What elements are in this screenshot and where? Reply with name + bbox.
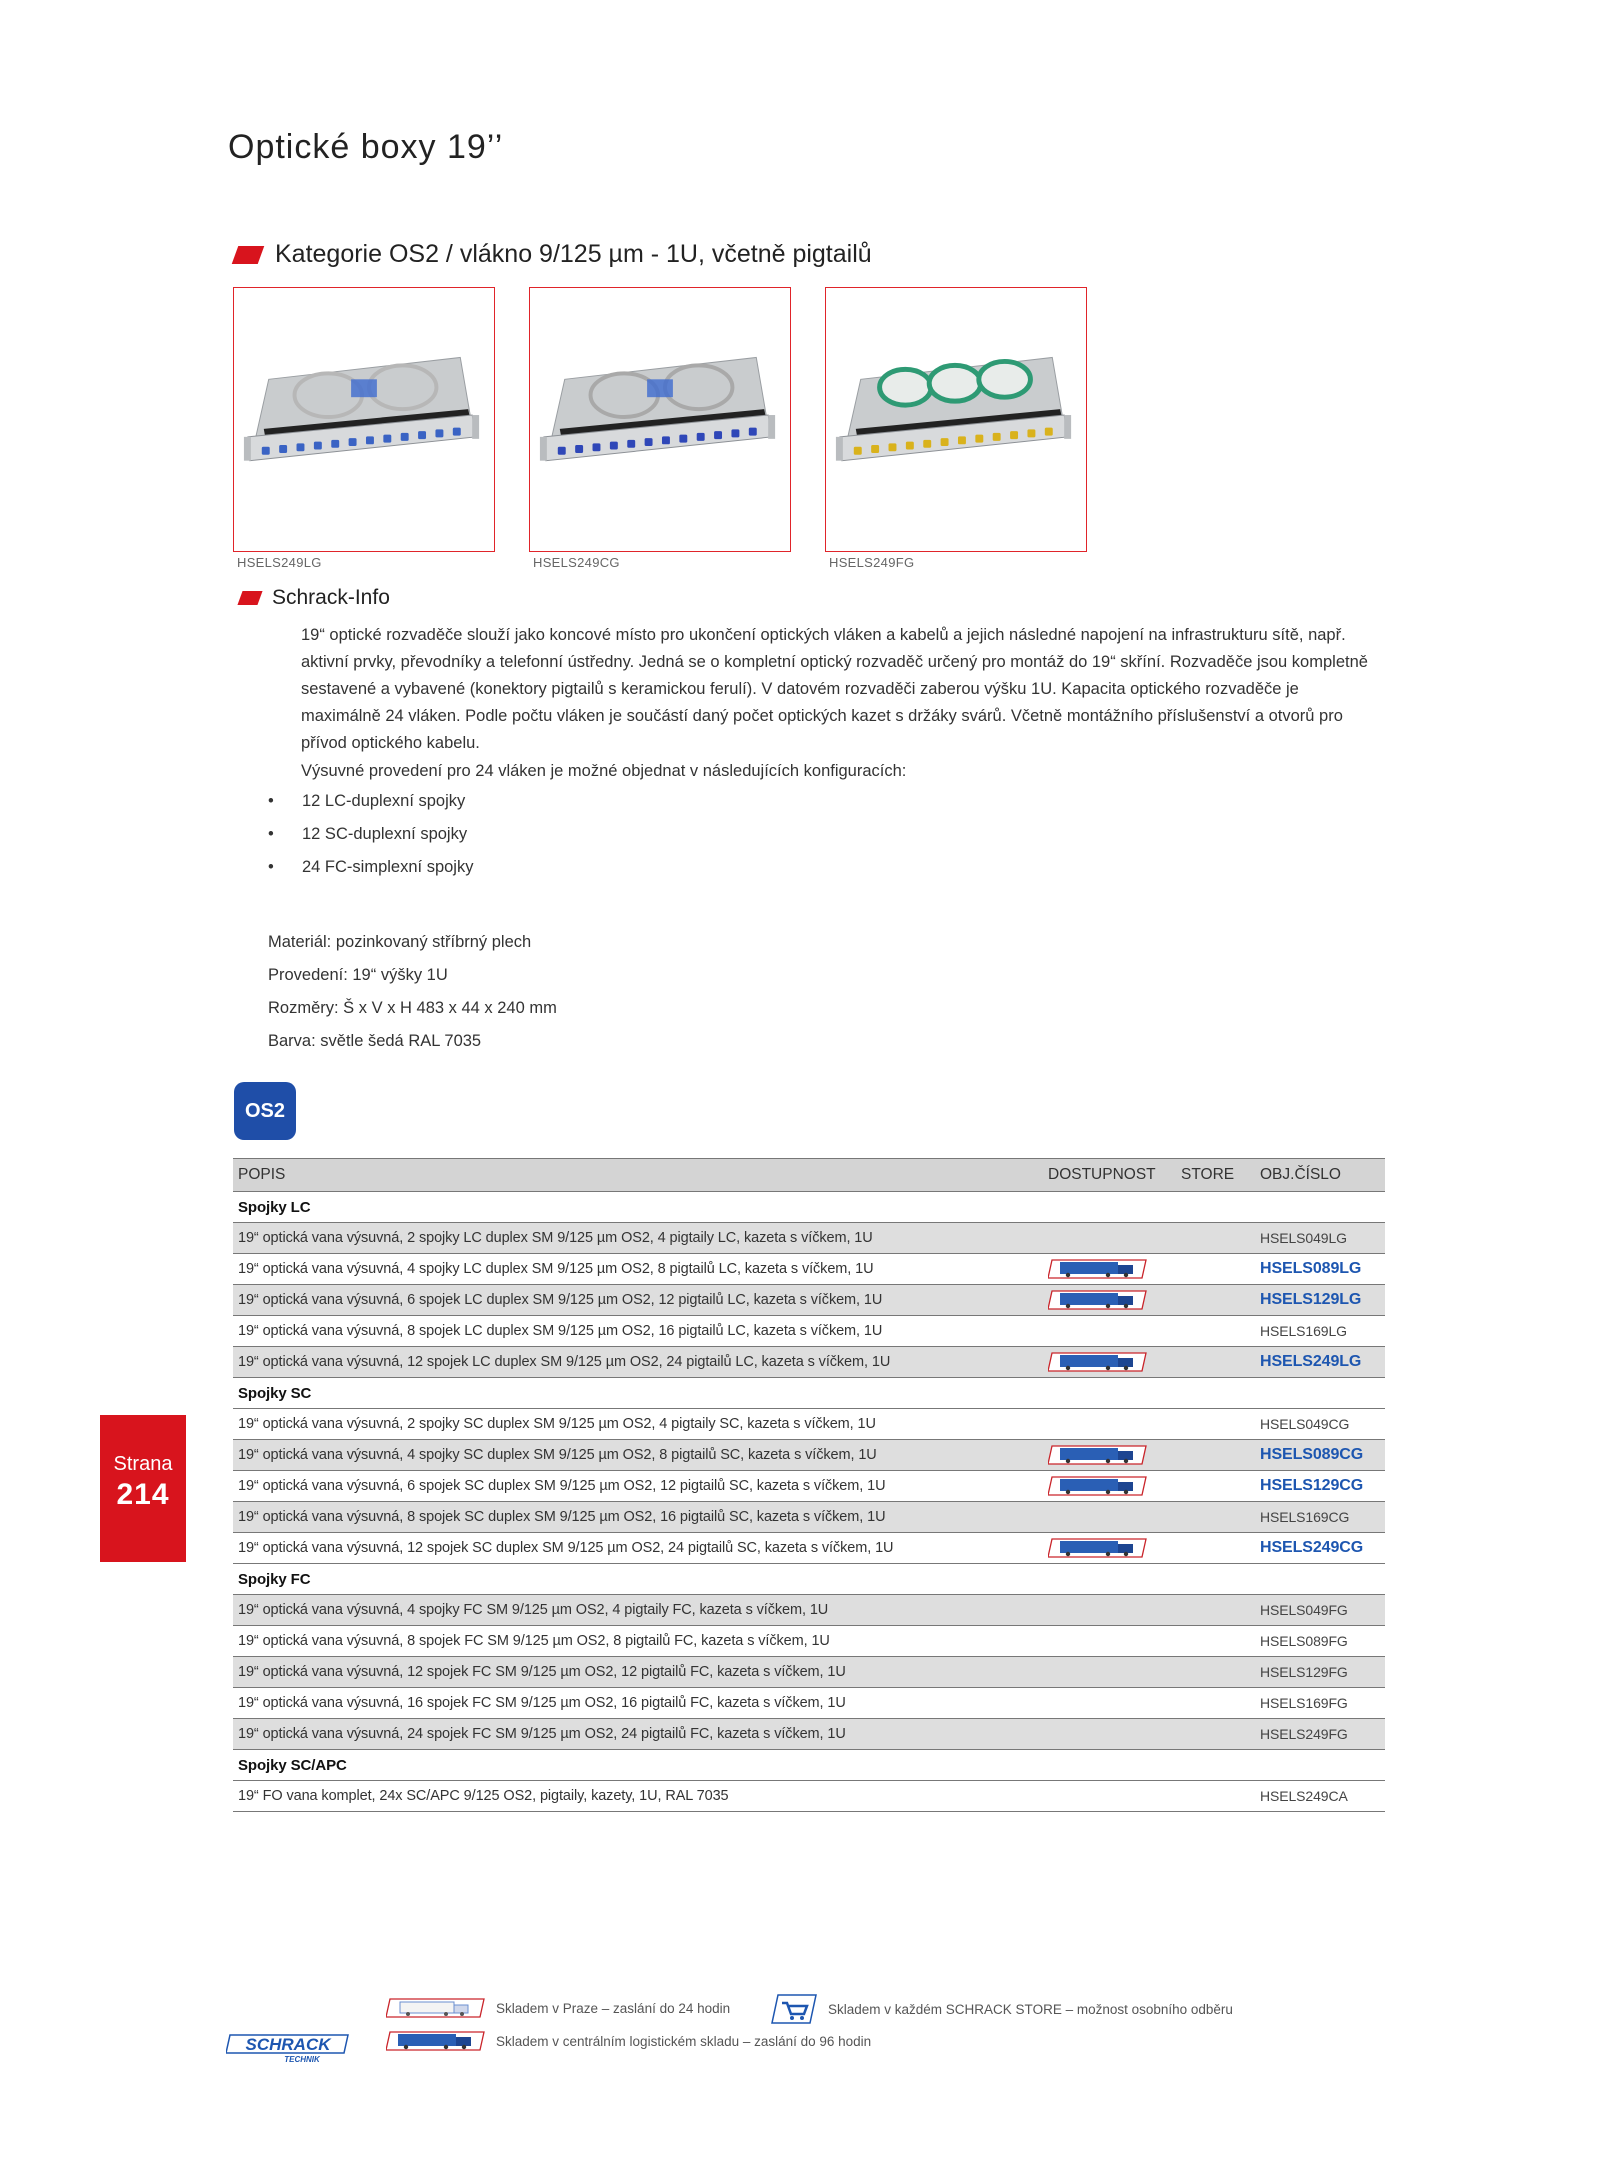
col-order-no: OBJ.ČÍSLO [1255,1159,1385,1192]
product-description: 19“ optická vana výsuvná, 2 spojky LC duplex SM 9/125 µm OS2, 4 pigtaily LC, kazeta s víčkem, 1U [233,1223,1043,1254]
legend-store-text: Skladem v každém SCHRACK STORE – možnost osobního odběru [828,2001,1233,2017]
table-row [233,1595,1385,1626]
patch-panel-image [530,288,790,551]
table-row [233,1688,1385,1719]
truck-blue-icon [1048,1537,1148,1559]
availability-cell [1043,1254,1176,1285]
truck-blue-icon [1048,1475,1148,1497]
config-intro: Výsuvné provedení pro 24 vláken je možné objednat v následujících konfiguracích: [301,762,907,780]
store-cell [1176,1533,1255,1564]
section-title: Kategorie OS2 / vlákno 9/125 µm - 1U, včetně pigtailů [275,240,872,268]
page-title: Optické boxy 19’’ [228,128,504,166]
table-row [233,1347,1385,1378]
group-title: Spojky LC [233,1192,1385,1223]
product-description: 19“ FO vana komplet, 24x SC/APC 9/125 OS2, pigtaily, kazety, 1U, RAL 7035 [233,1781,1043,1812]
group-title: Spojky SC/APC [233,1750,1385,1781]
availability-cell [1043,1595,1176,1626]
store-cell [1176,1285,1255,1316]
table-row [233,1316,1385,1347]
truck-blue-icon [1048,1351,1148,1373]
availability-cell [1043,1533,1176,1564]
order-number: HSELS049LG [1255,1223,1385,1254]
group-title: Spojky SC [233,1378,1385,1409]
product-description: 19“ optická vana výsuvná, 2 spojky SC duplex SM 9/125 µm OS2, 4 pigtaily SC, kazeta s víčkem, 1U [233,1409,1043,1440]
availability-cell [1043,1440,1176,1471]
order-number[interactable]: HSELS249CG [1255,1533,1385,1564]
list-item [268,858,473,891]
list-item [268,825,473,858]
table-row [233,1409,1385,1440]
availability-cell [1043,1502,1176,1533]
order-number: HSELS249CA [1255,1781,1385,1812]
photo-caption-2: HSELS249CG [533,555,620,570]
order-number: HSELS049CG [1255,1409,1385,1440]
config-label: 24 FC-simplexní spojky [302,858,474,876]
section-marker-icon [237,591,262,605]
logo-subtext: TECHNIK [284,2055,320,2064]
store-cell [1176,1409,1255,1440]
patch-panel-image [826,288,1086,551]
os2-badge: OS2 [234,1082,296,1140]
logo-text: SCHRACK [245,2035,331,2054]
table-row [233,1533,1385,1564]
spec-color: Barva: světle šedá RAL 7035 [268,1032,482,1050]
spec-material: Materiál: pozinkovaný stříbrný plech [268,933,532,951]
product-description: 19“ optická vana výsuvná, 8 spojek FC SM 9/125 µm OS2, 8 pigtailů FC, kazeta s víčkem, 1U [233,1626,1043,1657]
store-cell [1176,1223,1255,1254]
order-number: HSELS169LG [1255,1316,1385,1347]
product-description: 19“ optická vana výsuvná, 12 spojek FC SM 9/125 µm OS2, 12 pigtailů FC, kazeta s víčkem, 1U [233,1657,1043,1688]
order-number: HSELS169FG [1255,1688,1385,1719]
table-group-row [233,1564,1385,1595]
truck-blue-icon [1048,1258,1148,1280]
order-number[interactable]: HSELS129LG [1255,1285,1385,1316]
order-number: HSELS249FG [1255,1719,1385,1750]
order-number: HSELS089FG [1255,1626,1385,1657]
spec-design: Provedení: 19“ výšky 1U [268,966,448,984]
section-heading [235,240,872,269]
bullet-icon: • [268,792,274,810]
order-number: HSELS129FG [1255,1657,1385,1688]
product-description: 19“ optická vana výsuvná, 24 spojek FC SM 9/125 µm OS2, 24 pigtailů FC, kazeta s víčkem, 1U [233,1719,1043,1750]
store-cell [1176,1347,1255,1378]
config-label: 12 LC-duplexní spojky [302,792,466,810]
col-description: POPIS [233,1159,1043,1192]
bullet-icon: • [268,858,274,876]
legend-store [770,1993,1233,2025]
store-cell [1176,1719,1255,1750]
legend-prague-text: Skladem v Praze – zaslání do 24 hodin [496,2000,731,2016]
info-heading [240,586,390,610]
table-row [233,1719,1385,1750]
truck-blue-icon [1048,1444,1148,1466]
store-cell [1176,1595,1255,1626]
truck-blue-icon [1048,1289,1148,1311]
patch-panel-image [234,288,494,551]
order-number[interactable]: HSELS089CG [1255,1440,1385,1471]
product-description: 19“ optická vana výsuvná, 6 spojek LC duplex SM 9/125 µm OS2, 12 pigtailů LC, kazeta s víčkem, 1U [233,1285,1043,1316]
legend-central [386,2030,871,2052]
product-photo-2 [529,287,791,552]
availability-cell [1043,1409,1176,1440]
page-number: 214 [116,1478,170,1511]
availability-cell [1043,1316,1176,1347]
table-header-row [233,1159,1385,1192]
availability-cell [1043,1626,1176,1657]
info-text [301,622,1371,757]
table-row [233,1254,1385,1285]
store-cell [1176,1471,1255,1502]
product-description: 19“ optická vana výsuvná, 12 spojek SC duplex SM 9/125 µm OS2, 24 pigtailů SC, kazeta s víčkem, 1U [233,1533,1043,1564]
table-row [233,1440,1385,1471]
schrack-logo-icon [226,2031,352,2065]
col-availability: DOSTUPNOST [1043,1159,1176,1192]
table-row [233,1657,1385,1688]
product-description: 19“ optická vana výsuvná, 4 spojky FC SM 9/125 µm OS2, 4 pigtaily FC, kazeta s víčkem, 1U [233,1595,1043,1626]
list-item [268,792,473,825]
table-row [233,1471,1385,1502]
store-cell [1176,1688,1255,1719]
spec-list [268,926,557,1058]
table-row [233,1285,1385,1316]
product-description: 19“ optická vana výsuvná, 6 spojek SC duplex SM 9/125 µm OS2, 12 pigtailů SC, kazeta s víčkem, 1U [233,1471,1043,1502]
product-photo-1 [233,287,495,552]
config-list [268,792,473,891]
product-description: 19“ optická vana výsuvná, 12 spojek LC duplex SM 9/125 µm OS2, 24 pigtailů LC, kazeta s víčkem, 1U [233,1347,1043,1378]
order-number: HSELS049FG [1255,1595,1385,1626]
group-title: Spojky FC [233,1564,1385,1595]
product-description: 19“ optická vana výsuvná, 8 spojek SC duplex SM 9/125 µm OS2, 16 pigtailů SC, kazeta s víčkem, 1U [233,1502,1043,1533]
table-group-row [233,1192,1385,1223]
photo-caption-1: HSELS249LG [237,555,322,570]
product-description: 19“ optická vana výsuvná, 4 spojky LC duplex SM 9/125 µm OS2, 8 pigtailů LC, kazeta s víčkem, 1U [233,1254,1043,1285]
order-number: HSELS169CG [1255,1502,1385,1533]
table-group-row [233,1750,1385,1781]
store-cell [1176,1254,1255,1285]
store-cell [1176,1440,1255,1471]
table-row [233,1223,1385,1254]
page-label: Strana [113,1453,173,1475]
store-cell [1176,1316,1255,1347]
table-row [233,1502,1385,1533]
table-row [233,1626,1385,1657]
legend-central-text: Skladem v centrálním logistickém skladu – zaslání do 96 hodin [496,2033,872,2049]
availability-cell [1043,1285,1176,1316]
product-table [233,1158,1385,1812]
product-description: 19“ optická vana výsuvná, 8 spojek LC duplex SM 9/125 µm OS2, 16 pigtailů LC, kazeta s víčkem, 1U [233,1316,1043,1347]
legend-prague [386,1997,730,2019]
spec-dimensions: Rozměry: Š x V x H 483 x 44 x 240 mm [268,999,557,1017]
page-number-tab [100,1415,186,1562]
bullet-icon: • [268,825,274,843]
availability-cell [1043,1223,1176,1254]
availability-cell [1043,1471,1176,1502]
availability-cell [1043,1781,1176,1812]
col-store: STORE [1176,1159,1255,1192]
store-cell [1176,1781,1255,1812]
store-cell [1176,1502,1255,1533]
product-description: 19“ optická vana výsuvná, 16 spojek FC SM 9/125 µm OS2, 16 pigtailů FC, kazeta s víčkem, 1U [233,1688,1043,1719]
photo-caption-3: HSELS249FG [829,555,915,570]
schrack-logo [226,2031,352,2070]
table-group-row [233,1378,1385,1409]
store-cell [1176,1657,1255,1688]
section-marker-icon [232,246,265,264]
product-photo-3 [825,287,1087,552]
truck-blue-icon [386,2030,486,2052]
info-paragraph: 19“ optické rozvaděče slouží jako koncové místo pro ukončení optických vláken a kabelů a jejich následné napojení na infrastrukturu sítě, např. aktivní prvky, převodníky a telefonní ústředny. Jedná se o kompletní optický rozvaděč určený pro montáž do 19“ skříní. Rozvaděče jsou kompletně sestavené a vybavené (konektory pigtailů s keramickou ferulí). V datovém rozvaděči zaberou výšku 1U. Kapacita optického rozvaděče je maximálně 24 vláken. Podle počtu vláken je součástí daný počet optických kazet s držáky svárů. Včetně montážního příslušenství a otvorů pro přívod optického kabelu. [301,626,1368,752]
availability-cell [1043,1719,1176,1750]
availability-cell [1043,1657,1176,1688]
shopping-cart-icon [770,1993,818,2025]
order-number[interactable]: HSELS129CG [1255,1471,1385,1502]
order-number[interactable]: HSELS089LG [1255,1254,1385,1285]
info-heading-label: Schrack-Info [272,586,390,609]
order-number[interactable]: HSELS249LG [1255,1347,1385,1378]
product-description: 19“ optická vana výsuvná, 4 spojky SC duplex SM 9/125 µm OS2, 8 pigtailů SC, kazeta s víčkem, 1U [233,1440,1043,1471]
config-label: 12 SC-duplexní spojky [302,825,468,843]
availability-cell [1043,1347,1176,1378]
truck-white-icon [386,1997,486,2019]
store-cell [1176,1626,1255,1657]
availability-cell [1043,1688,1176,1719]
table-row [233,1781,1385,1812]
